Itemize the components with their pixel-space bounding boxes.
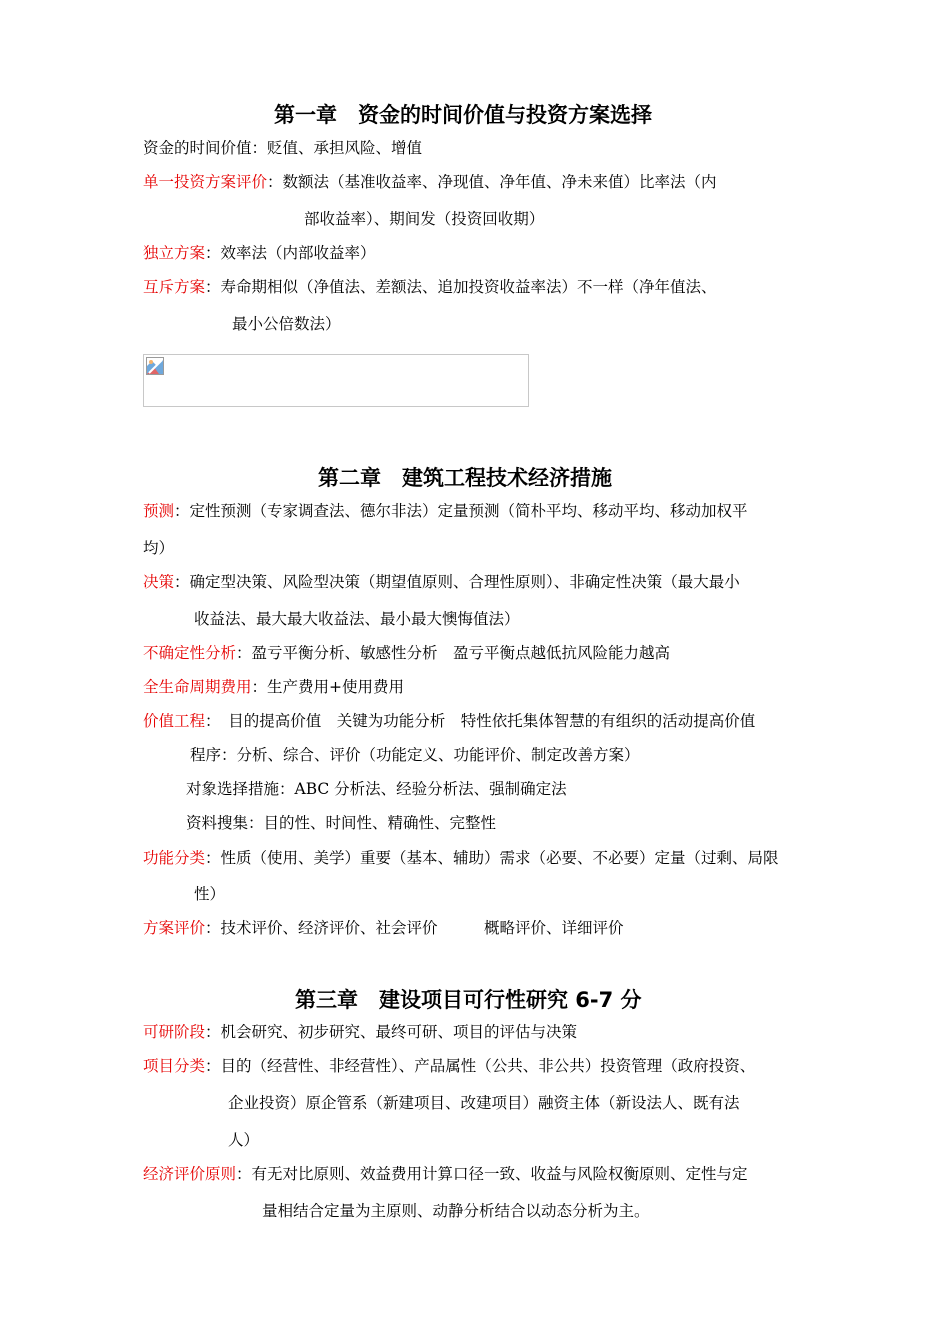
ch2-term-uncertainty: 不确定性分析 [143,644,237,662]
broken-image-icon [146,357,164,375]
ch2-term-value-engineering: 价值工程 [143,712,206,730]
chapter-1-title: 第一章 资金的时间价值与投资方案选择 [274,103,652,127]
ch1-line-3 [143,243,376,263]
ch3-term-evaluation-principle: 经济评价原则 [143,1165,237,1183]
ch2-line-4 [143,677,404,697]
ch3-term-study-phase: 可研阶段 [143,1023,206,1041]
ch1-line-1: 资金的时间价值：贬值、承担风险、增值 [143,139,423,157]
ch1-line-2 [143,172,717,192]
ch2-line-5-text: ： 目的提高价值 关键为功能分析 特性依托集体智慧的有组织的活动提高价值 [205,712,756,730]
ch3-line-2 [143,1056,755,1076]
ch2-term-decision: 决策 [143,573,175,591]
ch1-line-2-cont: 部收益率）、期间发（投资回收期） [304,210,545,228]
ch1-line-4-text: ：寿命期相似（净值法、差额法、追加投资收益率法）不一样（净年值法、 [205,278,717,296]
ch2-line-1-text: ：定性预测（专家调查法、德尔非法）定量预测（简朴平均、移动平均、移动加权平 [174,502,748,520]
ch1-term-single-scheme: 单一投资方案评价 [143,173,268,191]
ch2-term-lifecycle-cost: 全生命周期费用 [143,678,252,696]
ch2-line-7: 对象选择措施：ABC 分析法、经验分析法、强制确定法 [186,780,567,798]
ch3-line-3-text: ：有无对比原则、效益费用计算口径一致、收益与风险权衡原则、定性与定 [236,1165,748,1183]
ch2-line-9-cont: 性） [194,885,226,903]
chapter-2-title: 第二章 建筑工程技术经济措施 [318,466,612,490]
ch3-line-2-text: ：目的（经营性、非经营性）、产品属性（公共、非公共）投资管理（政府投资、 [205,1057,756,1075]
ch2-line-4-text: ：生产费用+使用费用 [251,678,405,696]
ch1-term-independent: 独立方案 [143,244,206,262]
ch2-line-1 [143,501,748,521]
ch2-term-function-class: 功能分类 [143,849,206,867]
chapter-3-title: 第三章 建设项目可行性研究 6-7 分 [295,988,642,1012]
ch2-line-10-text: ：技术评价、经济评价、社会评价 概略评价、详细评价 [205,919,624,937]
ch3-line-3-cont: 量相结合定量为主原则、动静分析结合以动态分析为主。 [262,1202,650,1220]
ch2-line-1-cont: 均） [143,539,175,557]
ch2-line-3 [143,643,670,663]
ch2-line-5 [143,711,755,731]
ch1-line-4-cont: 最小公倍数法） [232,315,341,333]
ch2-line-2-text: ：确定型决策、风险型决策（期望值原则、合理性原则）、非确定性决策（最大最小 [174,573,740,591]
ch2-line-6: 程序：分析、综合、评价（功能定义、功能评价、制定改善方案） [190,746,640,764]
ch3-line-1 [143,1022,577,1042]
ch3-term-project-class: 项目分类 [143,1057,206,1075]
ch2-line-8: 资料搜集：目的性、时间性、精确性、完整性 [186,814,497,832]
ch1-line-3-text: ：效率法（内部收益率） [205,244,376,262]
ch3-line-2-cont-2: 人） [228,1131,260,1149]
broken-image-placeholder [143,354,529,407]
ch2-line-3-text: ：盈亏平衡分析、敏感性分析 盈亏平衡点越低抗风险能力越高 [236,644,671,662]
ch1-term-mutually-exclusive: 互斥方案 [143,278,206,296]
ch1-line-4 [143,277,717,297]
ch2-line-9 [143,848,779,868]
ch2-term-forecast: 预测 [143,502,175,520]
ch2-term-scheme-evaluation: 方案评价 [143,919,206,937]
ch2-line-9-text: ：性质（使用、美学）重要（基本、辅助）需求（必要、不必要）定量（过剩、局限 [205,849,779,867]
ch2-line-2-cont: 收益法、最大最大收益法、最小最大懊悔值法） [194,610,520,628]
ch2-line-10 [143,918,624,938]
ch3-line-2-cont-1: 企业投资）原企管系（新建项目、改建项目）融资主体（新设法人、既有法 [228,1094,740,1112]
ch3-line-3 [143,1164,748,1184]
ch3-line-1-text: ：机会研究、初步研究、最终可研、项目的评估与决策 [205,1023,578,1041]
ch1-line-2-text: ：数额法（基准收益率、净现值、净年值、净未来值）比率法（内 [267,173,717,191]
ch2-line-2 [143,572,740,592]
